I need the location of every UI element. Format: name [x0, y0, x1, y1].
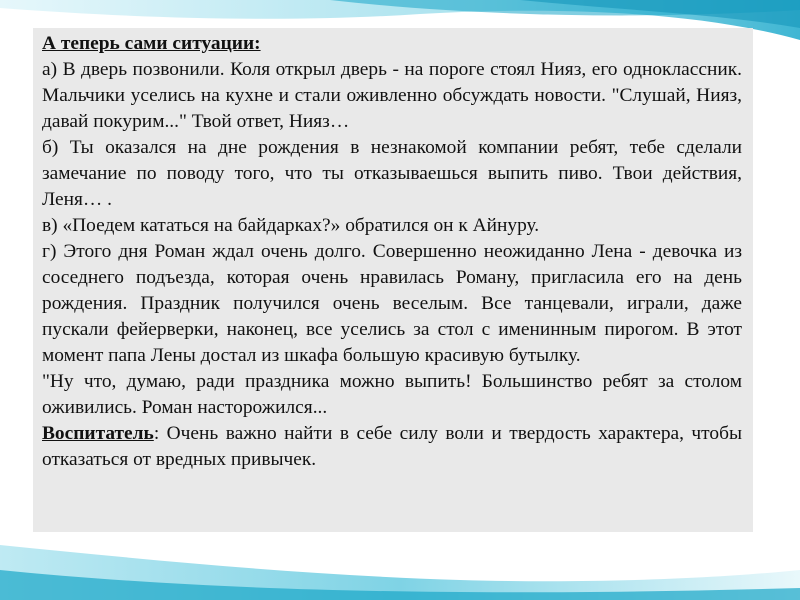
situation-g-continued: "Ну что, думаю, ради праздника можно выпить! Большинство ребят за столом оживились. Роман насторожился...	[42, 371, 742, 418]
bottom-wave-decoration	[0, 545, 800, 600]
educator-note	[42, 421, 742, 473]
slide-heading: А теперь сами ситуации:	[42, 33, 261, 54]
educator-label: Воспитатель	[42, 423, 154, 444]
slide-content	[42, 31, 742, 473]
situation-a: а) В дверь позвонили. Коля открыл дверь - на пороге стоял Нияз, его одноклассник. Мальчики уселись на кухне и стали оживленно обсуждать новости. "Слушай, Нияз, давай покурим..." Твой ответ, Нияз…	[42, 59, 742, 132]
situation-v: в) «Поедем кататься на байдарках?» обратился он к Айнуру.	[42, 215, 540, 236]
situation-b: б) Ты оказался на дне рождения в незнакомой компании ребят, тебе сделали замечание по поводу того, что ты отказываешься выпить пиво. Твои действия, Леня… .	[42, 137, 742, 210]
educator-text: : Очень важно найти в себе силу воли и твердость характера, чтобы отказаться от вредных привычек.	[42, 423, 742, 470]
situation-g: г) Этого дня Роман ждал очень долго. Совершенно неожиданно Лена - девочка из соседнего подъезда, которая очень нравилась Роману, пригласила его на день рождения. Праздник получился очень веселым. Все танцевали, играли, даже пускали фейерверки, наконец, все уселись за стол с именинным пирогом. В этот момент папа Лены достал из шкафа большую красивую бутылку.	[42, 241, 742, 366]
